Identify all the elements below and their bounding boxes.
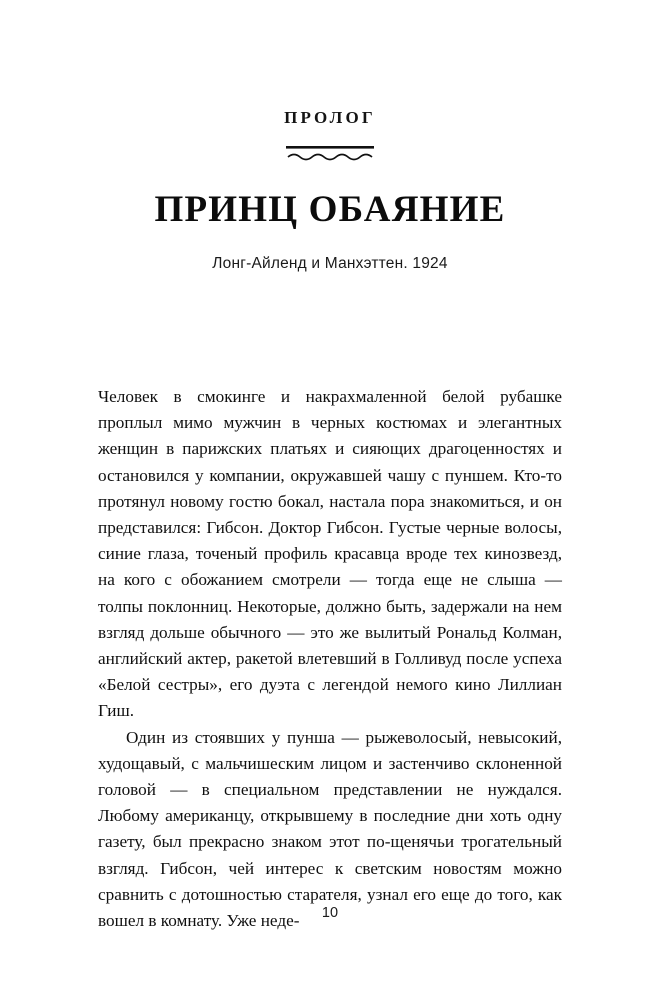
page-content: [98, 0, 562, 1001]
page-title: ПРИНЦ ОБАЯНИЕ: [154, 189, 506, 230]
chapter-header: [98, 0, 562, 273]
wavy-line-ornament-icon: [286, 144, 374, 164]
section-label: ПРОЛОГ: [284, 108, 376, 127]
chapter-subtitle: Лонг-Айленд и Манхэттен. 1924: [212, 255, 448, 273]
paragraph: Человек в смокинге и накрахмаленной белой рубашке проплыл мимо мужчин в черных костюмах и элегантных женщин в парижских платьях и сияющих драгоценностях и остановился у компании, окружавшей чашу с пуншем. Кто-то протянул новому гостю бокал, настала пора знакомиться, и он представился: Гибсон. Доктор Гибсон. Густые черные волосы, синие глаза, точеный профиль красавца вроде тех кинозвезд, на кого с обожанием смотрели — тогда еще не слыша — толпы поклонниц. Некоторые, должно быть, задержали на нем взгляд дольше обычного — это же вылитый Рональд Колман, английский актер, ракетой влетевший в Голливуд после успеха «Белой сестры», его дуэта с легендой немого кино Лиллиан Гиш.: [98, 387, 562, 721]
paragraph: Один из стоявших у пунша — рыжеволосый, невысокий, худощавый, с мальчишеским лицом и застенчиво склоненной головой — в специальном представлении не нуждался. Любому американцу, открывшему в последние дни хоть одну газету, был прекрасно знаком этот по-щенячьи трогательный взгляд. Гибсон, чей интерес к светским новостям можно сравнить с дотошностью старателя, узнал его еще до того, как вошел в комнату. Уже неде-: [98, 727, 562, 931]
page-number: 10: [321, 905, 339, 921]
body-text: [98, 384, 562, 934]
